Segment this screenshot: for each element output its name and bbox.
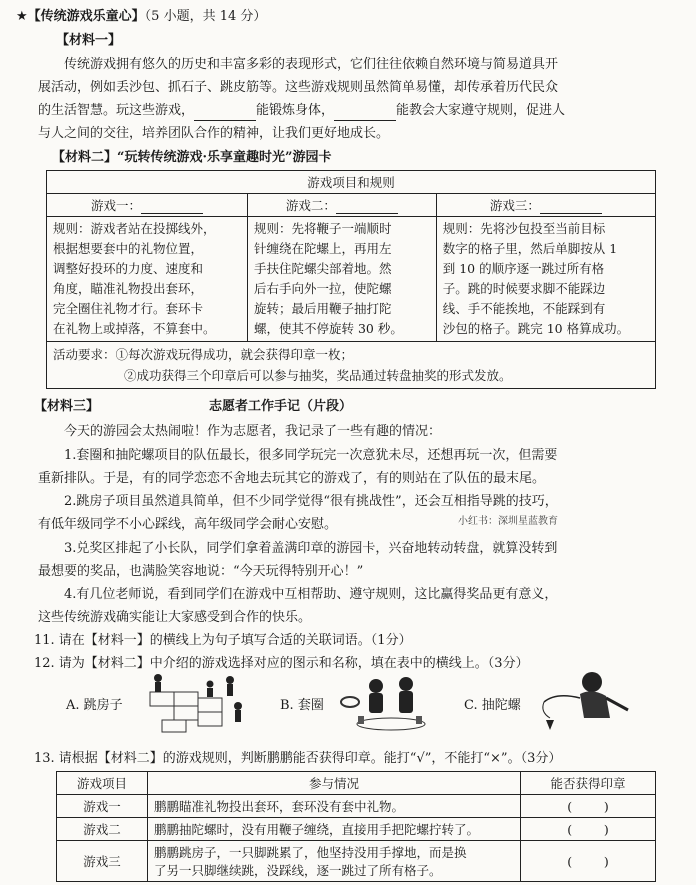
requirement-text: ①每次游戏玩得成功，就会获得印章一枚； — [115, 347, 354, 362]
paragraph-line: 这些传统游戏确实能让大家感受到合作的快乐。 — [38, 610, 312, 625]
material-2-label: 【材料二】 — [52, 150, 118, 165]
option-b-label: B. 套圈 — [280, 698, 324, 713]
rule-line: 旋转；最后用鞭子抽打陀 — [253, 301, 392, 316]
material-1-line: 传统游戏拥有悠久的历史和丰富多彩的表现形式，它们往往依赖自然环境与简易道具开 — [64, 57, 559, 72]
game-2-blank[interactable] — [336, 198, 398, 214]
material-1-label: 【材料一】 — [56, 33, 122, 48]
ring-toss-illustration — [336, 672, 431, 734]
option-b-ring-toss[interactable] — [280, 672, 460, 742]
game-card-table — [46, 170, 656, 389]
situation-cell: 鹏鹏瞄准礼物投出套环，套环没有套中礼物。 — [148, 795, 521, 818]
paragraph-line: 1.套圈和抽陀螺项目的队伍最长，很多同学玩完一次意犹未尽，还想再玩一次，但需要 — [64, 448, 558, 463]
requirement-label: 活动要求： — [53, 347, 116, 362]
answer-paren[interactable]: ( ) — [521, 818, 656, 841]
material-2-title: “玩转传统游戏·乐享童趣时光”游园卡 — [117, 150, 332, 165]
table-row — [57, 818, 656, 841]
question-12: 12. 请为【材料二】中介绍的游戏选择对应的图示和名称，填在表中的横线上。（3分） — [34, 656, 529, 671]
paragraph-line: 重新排队。于是，有的同学恋恋不舍地去玩其它的游戏了，有的则站在了队伍的最末尾。 — [38, 471, 546, 486]
option-a-label: A. 跳房子 — [66, 698, 123, 713]
game-1-label: 游戏一： — [90, 198, 141, 213]
column-header: 能否获得印章 — [521, 772, 656, 795]
paragraph-line: 3.兑奖区排起了小长队，同学们拿着盖满印章的游园卡，兴奋地转动转盘，就算没转到 — [64, 541, 558, 556]
table-row — [57, 795, 656, 818]
spinning-top-illustration — [536, 668, 636, 734]
game-1-blank[interactable] — [141, 198, 203, 214]
rule-line: 在礼物上或掉落，不算套中。 — [53, 321, 216, 336]
rule-line: 完全圈住礼物才行。套环卡 — [53, 301, 204, 316]
material-3-heading — [34, 396, 656, 417]
column-header: 参与情况 — [148, 772, 521, 795]
rule-line: 角度，瞄准礼物投出套环， — [53, 281, 204, 296]
option-c-spinning-top[interactable] — [464, 672, 654, 742]
game-3-rules — [436, 217, 655, 342]
game-2-rules — [247, 217, 436, 342]
game-2-label: 游戏二： — [285, 198, 336, 213]
section-score: （5 小题，共 14 分） — [144, 9, 267, 24]
situation-cell — [148, 841, 521, 882]
rule-line: 规则：先将沙包投至当前目标 — [442, 221, 606, 236]
rule-line: 规则：先将鞭子一端顺时 — [253, 221, 392, 236]
rule-line: 子。跳的时候要求脚不能踩边 — [442, 281, 606, 296]
hopscotch-illustration — [140, 672, 250, 734]
rule-line: 调整好投环的力度、速度和 — [53, 261, 204, 276]
rule-line: 螺，使其不停旋转 30 秒。 — [253, 321, 403, 336]
game-name-cell — [47, 194, 248, 217]
situation-line: 鹏鹏跳房子，一只脚跳累了，他坚持没用手撑地，而是换 — [154, 845, 467, 860]
situation-line: 了另一只脚继续跳，没踩线，逐一跳过了所有格子。 — [154, 863, 442, 878]
rule-line: 线、手不能挨地，不能踩到有 — [442, 301, 606, 316]
answer-paren[interactable]: ( ) — [521, 795, 656, 818]
paragraph-line: 今天的游园会太热闹啦！作为志愿者，我记录了一些有趣的情况： — [64, 424, 442, 439]
text: 能教会大家遵守规则，促进人 — [396, 103, 566, 118]
rule-line: 后右手向外一拉，使陀螺 — [253, 281, 392, 296]
section-header — [16, 6, 656, 27]
game-name-cell — [436, 194, 655, 217]
rule-line: 规则：游戏者站在投掷线外， — [53, 221, 216, 236]
material-3-title: 志愿者工作手记（片段） — [209, 399, 353, 414]
text: 的生活智慧。玩这些游戏， — [38, 103, 195, 118]
rule-line: 根据想要套中的礼物位置， — [53, 241, 204, 256]
question-11: 11. 请在【材料一】的横线上为句子填写合适的关联词语。（1分） — [34, 633, 412, 648]
game-3-blank[interactable] — [540, 198, 602, 214]
material-1-line-blanks — [38, 100, 656, 121]
paragraph-line: 有低年级同学不小心踩线，高年级同学会耐心安慰。 — [38, 517, 338, 532]
material-3-label: 【材料三】 — [34, 399, 100, 414]
rule-line: 沙包的格子。跳完 10 格算成功。 — [442, 321, 630, 336]
rule-line: 到 10 的顺序逐一跳过所有格 — [442, 261, 605, 276]
answer-paren[interactable]: ( ) — [521, 841, 656, 882]
option-a-hopscotch[interactable] — [66, 672, 266, 742]
game-1-rules — [47, 217, 248, 342]
situation-cell: 鹏鹏抽陀螺时，没有用鞭子缠绕，直接用手把陀螺拧转了。 — [148, 818, 521, 841]
game-name-cell — [247, 194, 436, 217]
game-3-label: 游戏三： — [489, 198, 540, 213]
rule-line: 手扶住陀螺尖部着地。然 — [253, 261, 392, 276]
paragraph-line: 最想要的奖品，也满脸笑容地说：“今天玩得特别开心！” — [38, 564, 364, 579]
material-2-heading — [52, 147, 656, 168]
text: 能锻炼身体， — [256, 103, 335, 118]
option-c-label: C. 抽陀螺 — [464, 698, 521, 713]
paragraph-line: 4.有几位老师说，看到同学们在游戏中互相帮助、遵守规则，这比赢得奖品更有意义， — [64, 587, 558, 602]
table-row — [57, 841, 656, 882]
paragraph-line: 2.跳房子项目虽然道具简单，但不少同学觉得“很有挑战性”，还会互相指导跳的技巧， — [64, 494, 558, 509]
column-header: 游戏项目 — [57, 772, 148, 795]
section-title: 【传统游戏乐童心】 — [27, 9, 145, 24]
rule-line: 数字的格子里，然后单脚按从 1 — [442, 241, 618, 256]
table-header: 游戏项目和规则 — [47, 171, 656, 194]
watermark: 小红书：深圳星蓝教育 — [458, 516, 558, 527]
game-cell: 游戏三 — [57, 841, 148, 882]
rule-line: 针缠绕在陀螺上，再用左 — [253, 241, 392, 256]
requirement-1 — [53, 344, 649, 365]
star-icon: ★ — [16, 9, 28, 24]
answer-blank-2[interactable] — [334, 105, 396, 121]
requirement-2: ②成功获得三个印章后可以参与抽奖，奖品通过转盘抽奖的形式发放。 — [124, 368, 512, 383]
material-1-line: 展活动，例如丢沙包、抓石子、跳皮筋等。这些游戏规则虽然简单易懂，却传承着历代民众 — [38, 80, 559, 95]
answer-blank-1[interactable] — [194, 105, 256, 121]
game-cell: 游戏二 — [57, 818, 148, 841]
question-13: 13. 请根据【材料二】的游戏规则，判断鹏鹏能否获得印章。能打“√”，不能打“×”。（3分） — [34, 751, 562, 766]
game-cell: 游戏一 — [57, 795, 148, 818]
material-1-line: 与人之间的交往，培养团队合作的精神，让我们更好地成长。 — [38, 126, 390, 141]
activity-requirements — [47, 342, 656, 389]
participation-table — [56, 771, 656, 882]
